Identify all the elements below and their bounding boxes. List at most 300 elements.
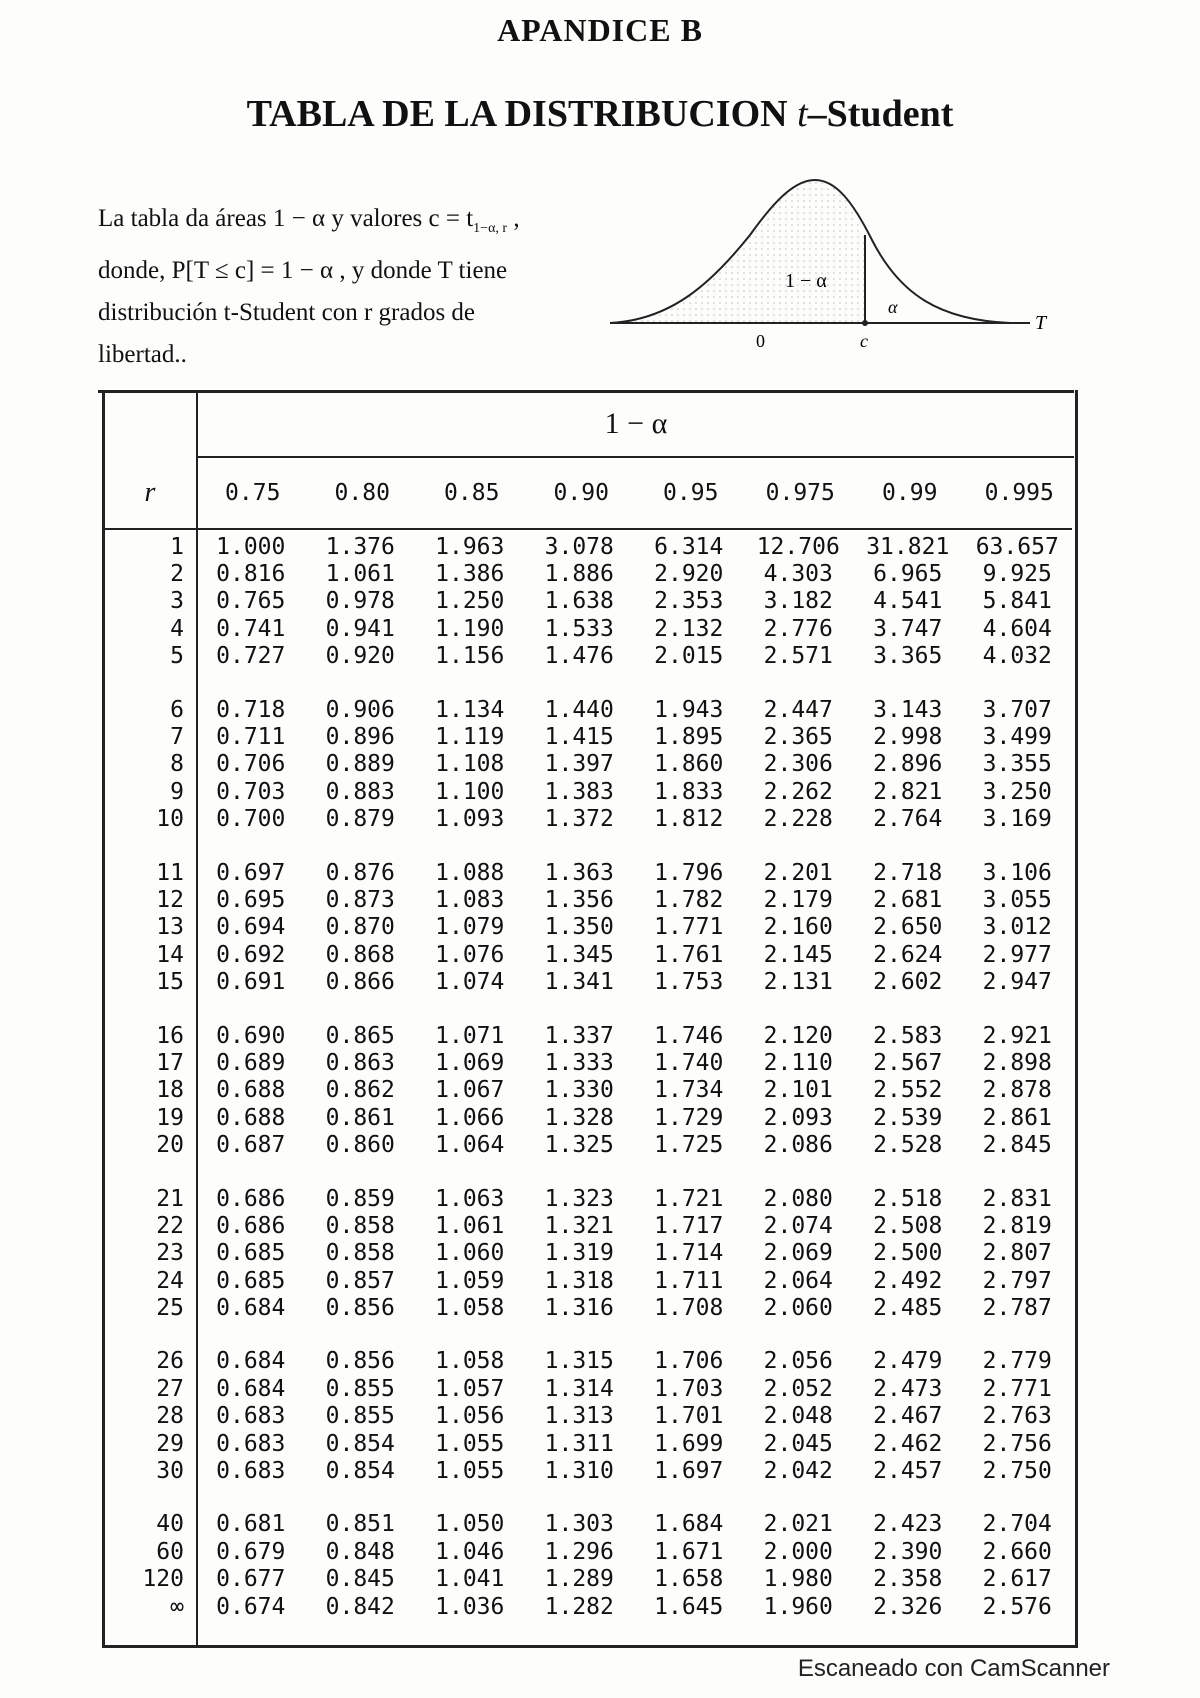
row-r-value: 30 — [156, 1458, 184, 1485]
table-cell: 2.228 — [763, 806, 833, 833]
table-cell: 1.289 — [544, 1566, 614, 1593]
row-values — [196, 534, 1072, 560]
table-cell: 2.101 — [763, 1077, 833, 1104]
table-cell: 2.467 — [873, 1403, 943, 1430]
table-cell: 2.861 — [982, 1104, 1052, 1131]
table-cell: 2.365 — [763, 724, 833, 751]
intro-text — [98, 198, 618, 376]
table-cell: 0.684 — [216, 1375, 286, 1402]
table-cell: 2.756 — [982, 1430, 1052, 1457]
table-cell: 2.819 — [982, 1212, 1052, 1239]
table-cell: 2.779 — [982, 1348, 1052, 1375]
r-header: r — [144, 477, 156, 508]
table-cell: 0.700 — [216, 806, 286, 833]
table-cell: 1.386 — [435, 561, 505, 588]
column-header: 0.975 — [765, 480, 835, 506]
table-cell: 0.845 — [325, 1566, 395, 1593]
table-cell: 0.978 — [325, 588, 395, 615]
table-cell: 2.518 — [873, 1185, 943, 1212]
area-label: 1 − α — [785, 270, 827, 292]
row-values — [196, 588, 1072, 614]
table-cell: 2.807 — [982, 1240, 1052, 1267]
table-cell: 0.859 — [325, 1185, 395, 1212]
row-values — [196, 1213, 1072, 1239]
table-cell: 0.855 — [325, 1403, 395, 1430]
table-cell: 1.050 — [435, 1511, 505, 1538]
table-cell: 1.895 — [654, 724, 724, 751]
table-cell: 0.741 — [216, 615, 286, 642]
row-r-value: 28 — [156, 1403, 184, 1430]
table-cell: 2.064 — [763, 1267, 833, 1294]
table-cell: 0.684 — [216, 1348, 286, 1375]
table-cell: 2.326 — [873, 1593, 943, 1620]
row-values — [196, 1132, 1072, 1158]
table-cell: 1.303 — [544, 1511, 614, 1538]
table-cell: 1.055 — [435, 1458, 505, 1485]
table-cell: 5.841 — [982, 588, 1052, 615]
table-cell: 0.718 — [216, 696, 286, 723]
table-cell: 0.856 — [325, 1348, 395, 1375]
table-cell: 1.061 — [325, 561, 395, 588]
table-cell: 1.313 — [544, 1403, 614, 1430]
table-cell: 2.045 — [763, 1430, 833, 1457]
table-row — [104, 1348, 1072, 1375]
table-cell: 1.076 — [435, 941, 505, 968]
row-r-value: 16 — [156, 1022, 184, 1049]
row-values — [196, 1023, 1072, 1049]
table-cell: 0.697 — [216, 859, 286, 886]
intro-line-1: La tabla da áreas 1 − α y valores $c = t_{1-\alpha, r}$ , — [98, 205, 520, 236]
table-cell: 1.337 — [544, 1022, 614, 1049]
table-cell: 1.711 — [654, 1267, 724, 1294]
table-cell: 0.691 — [216, 969, 286, 996]
table-cell: 3.355 — [982, 751, 1052, 778]
table-row — [104, 1593, 1072, 1620]
table-cell: 2.060 — [763, 1295, 833, 1322]
zero-label: 0 — [756, 331, 765, 351]
table-cell: 1.119 — [435, 724, 505, 751]
row-group — [104, 1185, 1072, 1322]
table-cell: 2.787 — [982, 1295, 1052, 1322]
table-cell: 4.604 — [982, 615, 1052, 642]
table-cell: 1.721 — [654, 1185, 724, 1212]
table-cell: 2.485 — [873, 1295, 943, 1322]
row-r-value: 10 — [156, 806, 184, 833]
table-cell: 0.854 — [325, 1458, 395, 1485]
header-bottom-rule — [102, 528, 1072, 530]
table-row — [104, 723, 1072, 750]
row-r-value: 12 — [156, 886, 184, 913]
t-axis-label: T — [1035, 312, 1047, 334]
table-cell: 1.282 — [544, 1593, 614, 1620]
table-cell: 2.821 — [873, 778, 943, 805]
row-r-value: 29 — [156, 1430, 184, 1457]
table-cell: 1.658 — [654, 1566, 724, 1593]
column-header: 0.80 — [334, 480, 390, 506]
table-cell: 2.145 — [763, 941, 833, 968]
row-r-value: 15 — [156, 969, 184, 996]
row-values — [196, 1566, 1072, 1592]
table-cell: 1.345 — [544, 941, 614, 968]
table-cell: 0.692 — [216, 941, 286, 968]
table-cell: 1.812 — [654, 806, 724, 833]
table-cell: 1.055 — [435, 1430, 505, 1457]
table-cell: 1.190 — [435, 615, 505, 642]
table-cell: 0.711 — [216, 724, 286, 751]
table-cell: 0.851 — [325, 1511, 395, 1538]
table-row — [104, 751, 1072, 778]
row-values — [196, 1240, 1072, 1266]
table-row — [104, 615, 1072, 642]
table-cell: 3.365 — [873, 643, 943, 670]
row-group — [104, 859, 1072, 996]
column-headers — [196, 458, 1074, 528]
table-cell: 1.296 — [544, 1538, 614, 1565]
appendix-title: APANDICE B — [497, 12, 703, 48]
row-r-value: 14 — [156, 941, 184, 968]
row-values — [196, 1511, 1072, 1537]
table-cell: 1.000 — [216, 533, 286, 560]
table-cell: 0.862 — [325, 1077, 395, 1104]
table-cell: 1.328 — [544, 1104, 614, 1131]
table-cell: 2.132 — [654, 615, 724, 642]
density-curve-figure — [610, 175, 1080, 385]
table-cell: 2.160 — [763, 914, 833, 941]
table-cell: 2.650 — [873, 914, 943, 941]
table-cell: 2.080 — [763, 1185, 833, 1212]
table-cell: 2.500 — [873, 1240, 943, 1267]
table-cell: 0.689 — [216, 1049, 286, 1076]
table-cell: 3.182 — [763, 588, 833, 615]
table-cell: 0.858 — [325, 1240, 395, 1267]
row-values — [196, 1105, 1072, 1131]
table-cell: 1.316 — [544, 1295, 614, 1322]
table-row — [104, 588, 1072, 615]
table-row — [104, 1375, 1072, 1402]
intro-line-3: distribución t-Student con r grados de — [98, 299, 476, 326]
table-cell: 1.323 — [544, 1185, 614, 1212]
table-cell: 2.617 — [982, 1566, 1052, 1593]
row-r-value: 8 — [170, 751, 184, 778]
row-r-value: 40 — [156, 1511, 184, 1538]
table-row — [104, 1566, 1072, 1593]
table-cell: 1.725 — [654, 1132, 724, 1159]
table-cell: 2.583 — [873, 1022, 943, 1049]
table-cell: 1.310 — [544, 1458, 614, 1485]
row-r-value: ∞ — [170, 1593, 184, 1620]
table-cell: 1.476 — [544, 643, 614, 670]
row-r-value: 2 — [170, 561, 184, 588]
table-cell: 1.156 — [435, 643, 505, 670]
row-r-value: 18 — [156, 1077, 184, 1104]
table-cell: 2.845 — [982, 1132, 1052, 1159]
table-cell: 0.695 — [216, 886, 286, 913]
table-cell: 1.638 — [544, 588, 614, 615]
table-cell: 2.021 — [763, 1511, 833, 1538]
row-values — [196, 1376, 1072, 1402]
table-cell: 1.058 — [435, 1348, 505, 1375]
table-cell: 1.134 — [435, 696, 505, 723]
table-cell: 1.079 — [435, 914, 505, 941]
table-cell: 0.677 — [216, 1566, 286, 1593]
table-cell: 1.057 — [435, 1375, 505, 1402]
table-cell: 2.776 — [763, 615, 833, 642]
table-cell: 0.856 — [325, 1295, 395, 1322]
table-cell: 2.508 — [873, 1212, 943, 1239]
table-cell: 1.782 — [654, 886, 724, 913]
intro-line-4: libertad.. — [98, 341, 187, 368]
table-cell: 0.855 — [325, 1375, 395, 1402]
table-cell: 0.866 — [325, 969, 395, 996]
row-values — [196, 1050, 1072, 1076]
table-cell: 0.854 — [325, 1430, 395, 1457]
table-cell: 0.873 — [325, 886, 395, 913]
table-cell: 1.714 — [654, 1240, 724, 1267]
table-cell: 2.718 — [873, 859, 943, 886]
table-cell: 2.492 — [873, 1267, 943, 1294]
table-cell: 1.706 — [654, 1348, 724, 1375]
table-cell: 1.059 — [435, 1267, 505, 1294]
table-cell: 3.499 — [982, 724, 1052, 751]
row-values — [196, 724, 1072, 750]
table-cell: 2.447 — [763, 696, 833, 723]
table-row — [104, 1212, 1072, 1239]
tail-label: α — [888, 297, 898, 317]
table-row — [104, 778, 1072, 805]
table-cell: 1.341 — [544, 969, 614, 996]
row-values — [196, 1295, 1072, 1321]
row-group — [104, 533, 1072, 670]
table-cell: 0.694 — [216, 914, 286, 941]
row-r-value: 1 — [170, 533, 184, 560]
row-r-value: 21 — [156, 1185, 184, 1212]
table-cell: 1.699 — [654, 1430, 724, 1457]
row-values — [196, 860, 1072, 886]
table-cell: 2.306 — [763, 751, 833, 778]
table-cell: 2.552 — [873, 1077, 943, 1104]
table-row — [104, 1077, 1072, 1104]
table-cell: 0.679 — [216, 1538, 286, 1565]
table-cell: 9.925 — [982, 561, 1052, 588]
table-cell: 2.947 — [982, 969, 1052, 996]
table-cell: 1.056 — [435, 1403, 505, 1430]
row-r-value: 5 — [170, 643, 184, 670]
table-cell: 2.831 — [982, 1185, 1052, 1212]
table-cell: 1.761 — [654, 941, 724, 968]
table-cell: 2.771 — [982, 1375, 1052, 1402]
table-title — [0, 92, 1200, 136]
row-r-value: 9 — [170, 778, 184, 805]
table-cell: 2.086 — [763, 1132, 833, 1159]
table-cell: 1.066 — [435, 1104, 505, 1131]
table-cell: 1.074 — [435, 969, 505, 996]
row-r-value: 24 — [156, 1267, 184, 1294]
table-cell: 2.390 — [873, 1538, 943, 1565]
row-values — [196, 1539, 1072, 1565]
table-cell: 6.965 — [873, 561, 943, 588]
table-cell: 1.069 — [435, 1049, 505, 1076]
column-header: 0.995 — [984, 480, 1054, 506]
table-cell: 0.879 — [325, 806, 395, 833]
table-row — [104, 1104, 1072, 1131]
table-cell: 1.108 — [435, 751, 505, 778]
intro-line-2: donde, P[T ≤ c] = 1 − α , y donde T tiene — [98, 257, 508, 284]
table-cell: 2.567 — [873, 1049, 943, 1076]
table-row — [104, 1538, 1072, 1565]
table-cell: 31.821 — [866, 533, 950, 560]
table-cell: 0.727 — [216, 643, 286, 670]
table-cell: 1.315 — [544, 1348, 614, 1375]
row-r-value: 11 — [156, 859, 184, 886]
row-r-value: 13 — [156, 914, 184, 941]
table-cell: 2.462 — [873, 1430, 943, 1457]
table-cell: 0.681 — [216, 1511, 286, 1538]
table-cell: 2.353 — [654, 588, 724, 615]
table-cell: 2.201 — [763, 859, 833, 886]
table-cell: 2.571 — [763, 643, 833, 670]
table-cell: 1.671 — [654, 1538, 724, 1565]
table-cell: 1.093 — [435, 806, 505, 833]
table-cell: 2.000 — [763, 1538, 833, 1565]
row-values — [196, 1431, 1072, 1457]
row-values — [196, 697, 1072, 723]
table-cell: 0.941 — [325, 615, 395, 642]
table-cell: 4.032 — [982, 643, 1052, 670]
row-values — [196, 887, 1072, 913]
table-cell: 3.707 — [982, 696, 1052, 723]
row-values — [196, 751, 1072, 777]
table-cell: 0.685 — [216, 1240, 286, 1267]
table-cell: 0.848 — [325, 1538, 395, 1565]
table-cell: 0.674 — [216, 1593, 286, 1620]
column-header: 0.99 — [882, 480, 938, 506]
table-cell: 0.688 — [216, 1104, 286, 1131]
row-r-value: 60 — [156, 1538, 184, 1565]
row-values — [196, 1403, 1072, 1429]
table-cell: 1.717 — [654, 1212, 724, 1239]
table-cell: 1.311 — [544, 1430, 614, 1457]
table-cell: 2.998 — [873, 724, 943, 751]
table-cell: 2.120 — [763, 1022, 833, 1049]
table-cell: 0.861 — [325, 1104, 395, 1131]
table-row — [104, 696, 1072, 723]
table-row — [104, 1430, 1072, 1457]
table-cell: 1.067 — [435, 1077, 505, 1104]
table-cell: 0.688 — [216, 1077, 286, 1104]
row-r-value: 4 — [170, 615, 184, 642]
row-r-value: 17 — [156, 1049, 184, 1076]
table-cell: 1.318 — [544, 1267, 614, 1294]
table-cell: 0.690 — [216, 1022, 286, 1049]
table-row — [104, 886, 1072, 913]
table-cell: 1.325 — [544, 1132, 614, 1159]
table-cell: 2.056 — [763, 1348, 833, 1375]
column-header: 0.95 — [663, 480, 719, 506]
row-r-value: 19 — [156, 1104, 184, 1131]
table-cell: 0.920 — [325, 643, 395, 670]
table-cell: 1.697 — [654, 1458, 724, 1485]
table-cell: 0.706 — [216, 751, 286, 778]
table-cell: 0.684 — [216, 1295, 286, 1322]
table-cell: 6.314 — [654, 533, 724, 560]
table-cell: 1.734 — [654, 1077, 724, 1104]
table-cell: 1.376 — [325, 533, 395, 560]
table-cell: 2.015 — [654, 643, 724, 670]
table-cell: 4.541 — [873, 588, 943, 615]
table-cell: 1.036 — [435, 1593, 505, 1620]
table-cell: 0.686 — [216, 1185, 286, 1212]
row-values — [196, 561, 1072, 587]
table-row — [104, 1049, 1072, 1076]
table-cell: 1.415 — [544, 724, 614, 751]
table-cell: 1.314 — [544, 1375, 614, 1402]
table-cell: 3.747 — [873, 615, 943, 642]
table-cell: 0.686 — [216, 1212, 286, 1239]
row-r-value: 22 — [156, 1212, 184, 1239]
table-cell: 0.865 — [325, 1022, 395, 1049]
table-cell: 1.321 — [544, 1212, 614, 1239]
table-cell: 1.058 — [435, 1295, 505, 1322]
c-point — [862, 320, 868, 326]
table-cell: 0.687 — [216, 1132, 286, 1159]
table-cell: 1.046 — [435, 1538, 505, 1565]
table-cell: 1.333 — [544, 1049, 614, 1076]
table-cell: 0.765 — [216, 588, 286, 615]
row-r-value: 26 — [156, 1348, 184, 1375]
table-cell: 0.870 — [325, 914, 395, 941]
row-r-value: 27 — [156, 1375, 184, 1402]
table-cell: 2.179 — [763, 886, 833, 913]
table-cell: 0.883 — [325, 778, 395, 805]
table-cell: 1.771 — [654, 914, 724, 941]
row-values — [196, 616, 1072, 642]
scanner-watermark: Escaneado con CamScanner — [797, 1655, 1110, 1682]
table-cell: 2.763 — [982, 1403, 1052, 1430]
row-values — [196, 643, 1072, 669]
column-header: 0.90 — [553, 480, 609, 506]
table-cell: 2.539 — [873, 1104, 943, 1131]
table-cell: 0.857 — [325, 1267, 395, 1294]
table-cell: 2.920 — [654, 561, 724, 588]
table-cell: 1.796 — [654, 859, 724, 886]
table-cell: 1.061 — [435, 1212, 505, 1239]
table-cell: 1.350 — [544, 914, 614, 941]
row-r-value: 6 — [170, 696, 184, 723]
table-cell: 2.457 — [873, 1458, 943, 1485]
table-cell: 2.528 — [873, 1132, 943, 1159]
row-r-value: 7 — [170, 724, 184, 751]
table-cell: 2.704 — [982, 1511, 1052, 1538]
row-r-value: 20 — [156, 1132, 184, 1159]
table-row — [104, 1403, 1072, 1430]
table-cell: 2.602 — [873, 969, 943, 996]
table-cell: 0.896 — [325, 724, 395, 751]
table-row — [104, 643, 1072, 670]
table-title-italic: t — [797, 93, 808, 135]
table-cell: 1.356 — [544, 886, 614, 913]
table-cell: 2.660 — [982, 1538, 1052, 1565]
table-cell: 2.750 — [982, 1458, 1052, 1485]
table-cell: 63.657 — [975, 533, 1059, 560]
table-cell: 1.100 — [435, 778, 505, 805]
table-cell: 1.319 — [544, 1240, 614, 1267]
row-values — [196, 1348, 1072, 1374]
table-cell: 1.708 — [654, 1295, 724, 1322]
table-cell: 2.764 — [873, 806, 943, 833]
table-cell: 3.143 — [873, 696, 943, 723]
table-row — [104, 533, 1072, 560]
table-cell: 2.479 — [873, 1348, 943, 1375]
